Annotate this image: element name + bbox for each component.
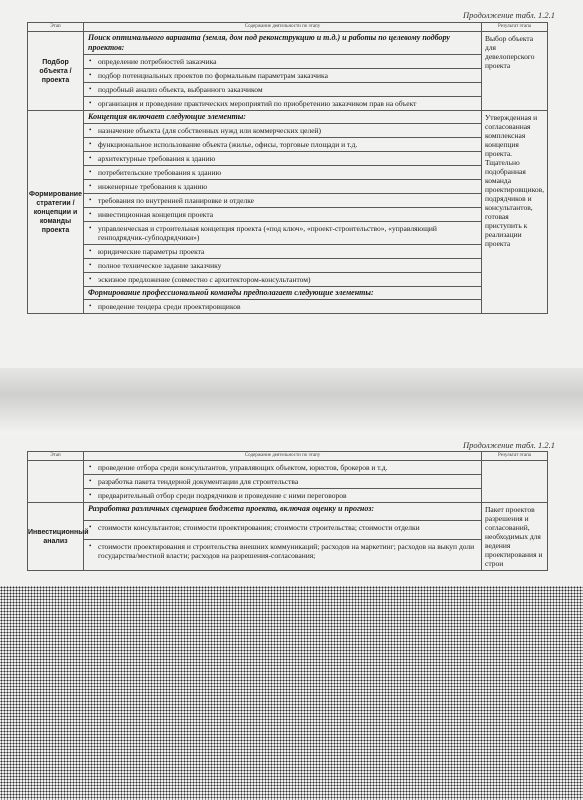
page-top-sheet: [0, 0, 583, 368]
table-row: [28, 32, 548, 55]
section-heading: Концепция включает следующие элементы:: [84, 111, 482, 124]
list-item: • проведение тендера среди проектировщиков: [84, 300, 482, 314]
table-row: [28, 461, 548, 475]
list-item: • архитектурные требования к зданию: [84, 152, 482, 166]
list-item: • инженерные требования к зданию: [84, 180, 482, 194]
table-row: [28, 97, 548, 111]
bullet-icon: •: [89, 463, 92, 471]
table-row: [28, 300, 548, 314]
list-item: • проведение отбора среди консультантов, управляющих объектом, юристов, брокеров и т.д.: [84, 461, 482, 475]
table-row: [28, 259, 548, 273]
list-item: • организация и проведение практических мероприятий по приобретению заказчиком прав на объект: [84, 97, 482, 111]
continuation-label: Продолжение табл. 1.2.1: [462, 10, 555, 20]
bullet-icon: •: [89, 182, 92, 190]
section-heading: Поиск оптимального варианта (земля, дом под реконструкцию и т.д.) и работы по целевому подбору проектов:: [84, 32, 482, 55]
table-row: [28, 222, 548, 245]
stage-result: Утвержденная и согласованная комплексная концепция проекта. Тщательно подобранная команда проектировщиков, подрядчиков и консультантов, готовая приступить к реализации проекта: [482, 111, 548, 314]
header-result: Результат этапа: [482, 452, 548, 461]
list-item: • предварительный отбор среди подрядчиков и проведение с ними переговоров: [84, 489, 482, 503]
table-row: [28, 124, 548, 138]
list-item: • функциональное использование объекта (жилье, офисы, торговые площади и т.д.: [84, 138, 482, 152]
table-row: [28, 194, 548, 208]
list-item: • назначение объекта (для собственных нужд или коммерческих целей): [84, 124, 482, 138]
section-heading: Разработка различных сценариев бюджета проекта, включая оценку и прогноз:: [84, 503, 482, 521]
bullet-icon: •: [89, 224, 92, 232]
list-item: • определение потребностей заказчика: [84, 55, 482, 69]
list-item: • юридические параметры проекта: [84, 245, 482, 259]
bullet-icon: •: [89, 154, 92, 162]
list-item: • инвестиционная концепция проекта: [84, 208, 482, 222]
stage-name: Формирование стратегии / концепции и команды проекта: [28, 111, 84, 314]
stages-table-bottom: [27, 451, 548, 571]
stage-result-empty: [482, 461, 548, 503]
bullet-icon: •: [89, 57, 92, 65]
bullet-icon: •: [89, 99, 92, 107]
bullet-icon: •: [89, 261, 92, 269]
table-row: [28, 55, 548, 69]
table-row: [28, 69, 548, 83]
list-item: • подробный анализ объекта, выбранного заказчиком: [84, 83, 482, 97]
section-heading: Формирование профессиональной команды предполагает следующие элементы:: [84, 287, 482, 300]
stages-table-top: [27, 22, 548, 314]
table-row: [28, 166, 548, 180]
list-item: • требования по внутренней планировке и отделке: [84, 194, 482, 208]
list-item: • управленческая и строительная концепция проекта («под ключ», «проект-строительство», «управляющий генподрядчик-субподрядчики»): [84, 222, 482, 245]
stage-name: Инвестиционный анализ: [28, 503, 84, 571]
bullet-icon: •: [89, 140, 92, 148]
table-row: [28, 539, 548, 570]
bullet-icon: •: [89, 302, 92, 310]
table-row: [28, 83, 548, 97]
table-row: [28, 180, 548, 194]
bullet-icon: •: [89, 477, 92, 485]
list-item: • подбор потенциальных проектов по формальным параметрам заказчика: [84, 69, 482, 83]
table-header-row: [28, 23, 548, 32]
table-row: [28, 475, 548, 489]
page-gap: [0, 368, 583, 434]
bullet-icon: •: [89, 275, 92, 283]
table-row: [28, 503, 548, 521]
stage-name: Подбор объекта / проекта: [28, 32, 84, 111]
header-content: Содержание деятельности по этапу: [84, 23, 482, 32]
stage-name-empty: [28, 461, 84, 503]
scan-noise-overlay: [0, 586, 583, 800]
table-row: [28, 489, 548, 503]
page-bottom-sheet: [0, 434, 583, 800]
header-result: Результат этапа: [482, 23, 548, 32]
bullet-icon: •: [89, 210, 92, 218]
table-row: [28, 111, 548, 124]
list-item: • полное техническое задание заказчику: [84, 259, 482, 273]
bullet-icon: •: [89, 168, 92, 176]
table-row: [28, 273, 548, 287]
bullet-icon: •: [89, 126, 92, 134]
bullet-icon: •: [89, 85, 92, 93]
list-item: • потребительские требования к зданию: [84, 166, 482, 180]
table-row: [28, 520, 548, 539]
table-header-row: [28, 452, 548, 461]
table-row: [28, 208, 548, 222]
table-row: [28, 138, 548, 152]
stage-result: Пакет проектов разрешения и согласований, необходимых для ведения проектирования и строи: [482, 503, 548, 571]
list-item: • эскизное предложение (совместно с архитектором-консультантом): [84, 273, 482, 287]
list-item: • разработка пакета тендерной документации для строительства: [84, 475, 482, 489]
table-row: [28, 245, 548, 259]
list-item: • стоимости проектирования и строительства внешних коммуникаций; расходов на маркетинг; расходов на выкуп доли государства/местной власти; расходов на разрешения-согласования;: [84, 539, 482, 570]
header-stage: Этап: [28, 23, 84, 32]
bullet-icon: •: [89, 491, 92, 499]
bullet-icon: •: [89, 196, 92, 204]
bullet-icon: •: [89, 71, 92, 79]
bullet-icon: •: [89, 247, 92, 255]
bullet-icon: •: [89, 522, 92, 531]
header-stage: Этап: [28, 452, 84, 461]
header-content: Содержание деятельности по этапу: [84, 452, 482, 461]
continuation-label: Продолжение табл. 1.2.1: [462, 440, 555, 450]
bullet-icon: •: [89, 541, 92, 550]
table-row: [28, 152, 548, 166]
table-row: [28, 287, 548, 300]
list-item: • стоимости консультантов; стоимости проектирования; стоимости строительства; стоимости отделки: [84, 520, 482, 539]
stage-result: Выбор объекта для девелоперского проекта: [482, 32, 548, 111]
